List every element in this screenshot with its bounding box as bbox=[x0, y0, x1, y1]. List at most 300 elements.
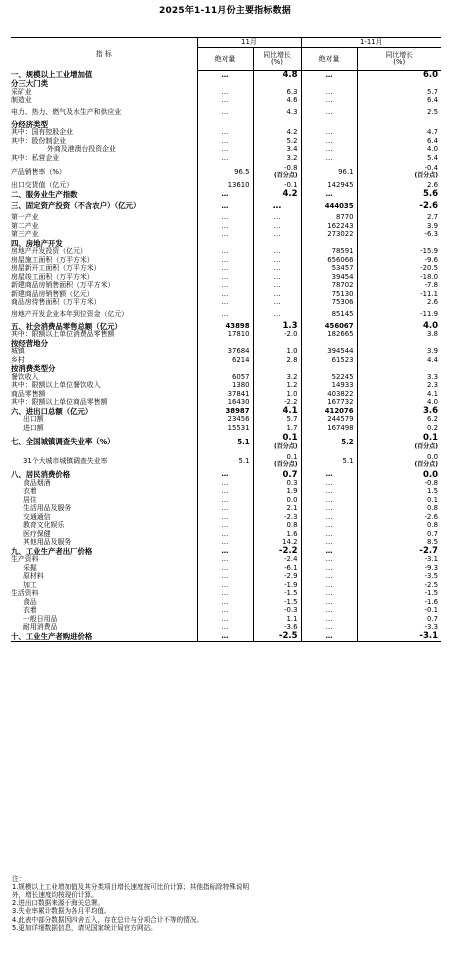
cell-absolute: … bbox=[301, 496, 357, 505]
cell-absolute: 96.1 bbox=[301, 163, 357, 182]
note-line: 注： bbox=[12, 875, 26, 883]
cell-absolute: 456067 bbox=[301, 322, 357, 331]
cell-growth: -3.1 bbox=[357, 556, 441, 565]
unit-note: (百分点) bbox=[274, 460, 298, 468]
cell-growth: 5.7 bbox=[357, 88, 441, 97]
cell-absolute: … bbox=[197, 222, 253, 231]
row-label: 四、房地产开发 bbox=[11, 238, 63, 248]
table-row bbox=[11, 182, 441, 191]
cell-absolute bbox=[197, 365, 253, 374]
cell-growth: … bbox=[253, 265, 301, 274]
row-label: 房屋施工面积（万平方米） bbox=[11, 255, 94, 264]
cell-growth: 0.8 bbox=[253, 522, 301, 531]
cell-absolute: 6214 bbox=[197, 356, 253, 365]
cell-absolute: … bbox=[197, 282, 253, 291]
cell-absolute: … bbox=[301, 105, 357, 120]
cell-absolute: 403822 bbox=[301, 390, 357, 399]
note-line: 外，增长速度均按现价计算。 bbox=[12, 891, 98, 900]
row-label: 电力、热力、燃气及水生产和供应业 bbox=[11, 107, 122, 116]
row-label: 城镇 bbox=[11, 347, 25, 356]
table-row bbox=[11, 581, 441, 590]
cell-growth: -3.6 bbox=[253, 624, 301, 633]
row-label: 其中：限额以上单位商品零售额 bbox=[11, 398, 108, 407]
cell-growth: -0.4 (百分点) bbox=[357, 163, 441, 182]
cell-absolute: … bbox=[197, 471, 253, 480]
cell-absolute: … bbox=[197, 496, 253, 505]
row-label: 生活用品及服务 bbox=[23, 504, 72, 513]
row-label: 七、全国城镇调查失业率（%） bbox=[11, 437, 115, 447]
cell-growth: 6.4 bbox=[357, 137, 441, 146]
cell-absolute: … bbox=[301, 154, 357, 163]
row-label: 三、固定资产投资（不含农户）（亿元） bbox=[11, 201, 141, 211]
cell-growth: 5.6 bbox=[357, 190, 441, 199]
row-label: 五、社会消费品零售总额（亿元） bbox=[11, 321, 122, 331]
cell-growth: -0.1 bbox=[253, 182, 301, 191]
cell-absolute: 39454 bbox=[301, 273, 357, 282]
cell-absolute: … bbox=[197, 231, 253, 240]
cell-growth: 0.1 (百分点) bbox=[357, 433, 441, 452]
row-label: 一、规模以上工业增加值 bbox=[11, 70, 93, 80]
cell-absolute: 444035 bbox=[301, 199, 357, 214]
cell-absolute: … bbox=[301, 71, 357, 80]
cell-growth bbox=[357, 339, 441, 348]
cell-absolute: … bbox=[197, 615, 253, 624]
cell-absolute: … bbox=[301, 522, 357, 531]
cell-growth: -2.6 bbox=[357, 513, 441, 522]
cell-growth bbox=[253, 239, 301, 248]
cell-growth: 3.6 bbox=[357, 407, 441, 416]
row-label: 六、进出口总额（亿元） bbox=[11, 406, 93, 416]
row-label: 乡村 bbox=[11, 355, 25, 364]
cell-growth: -2.5 bbox=[357, 581, 441, 590]
cell-absolute: 1380 bbox=[197, 382, 253, 391]
table-row bbox=[11, 615, 441, 624]
table-row bbox=[11, 129, 441, 138]
cell-absolute: … bbox=[301, 137, 357, 146]
cell-growth: 2.6 bbox=[357, 182, 441, 191]
cell-absolute: … bbox=[301, 129, 357, 138]
cell-growth: … bbox=[253, 199, 301, 214]
cell-absolute: 167732 bbox=[301, 399, 357, 408]
cell-absolute bbox=[301, 120, 357, 129]
table-row bbox=[11, 97, 441, 106]
cell-absolute: … bbox=[197, 97, 253, 106]
row-label: 房地产开发投资（亿元） bbox=[11, 247, 87, 256]
cell-growth bbox=[357, 239, 441, 248]
row-label: 房屋竣工面积（万平方米） bbox=[11, 272, 94, 281]
table-row bbox=[11, 513, 441, 522]
unit-note: (百分点) bbox=[414, 171, 439, 179]
cell-absolute: … bbox=[301, 471, 357, 480]
table-row bbox=[11, 222, 441, 231]
cell-absolute: … bbox=[301, 505, 357, 514]
cell-growth: 2.5 bbox=[357, 105, 441, 120]
cell-growth: -18.0 bbox=[357, 273, 441, 282]
cell-absolute: … bbox=[197, 632, 253, 641]
cell-growth: … bbox=[253, 222, 301, 231]
cell-growth: 0.7 bbox=[253, 471, 301, 480]
row-label: 居住 bbox=[23, 495, 37, 504]
row-label: 按消费类型分 bbox=[11, 364, 56, 374]
cell-absolute: 5.1 bbox=[197, 452, 253, 471]
row-label: 教育文化娱乐 bbox=[23, 521, 65, 530]
cell-growth: 0.0 (百分点) bbox=[357, 452, 441, 471]
cell-growth bbox=[253, 365, 301, 374]
cell-growth: -2.5 bbox=[253, 632, 301, 641]
cell-growth: … bbox=[253, 273, 301, 282]
cell-absolute: … bbox=[197, 624, 253, 633]
cell-growth: -0.3 bbox=[253, 607, 301, 616]
table-row bbox=[11, 265, 441, 274]
cell-growth: … bbox=[253, 214, 301, 223]
cell-absolute: 167498 bbox=[301, 424, 357, 433]
cell-growth: 4.4 bbox=[357, 356, 441, 365]
cell-absolute: … bbox=[301, 190, 357, 199]
cell-growth: … bbox=[253, 290, 301, 299]
table-row bbox=[11, 471, 441, 480]
row-label: 新建商品房销售额（亿元） bbox=[11, 289, 94, 298]
row-label: 出口额 bbox=[23, 415, 44, 424]
cell-absolute: … bbox=[197, 146, 253, 155]
cell-absolute: … bbox=[197, 154, 253, 163]
cell-absolute: 75306 bbox=[301, 299, 357, 308]
cell-growth: 1.5 bbox=[357, 488, 441, 497]
footnotes bbox=[12, 875, 442, 932]
table-row bbox=[11, 120, 441, 129]
row-label: 分经济类型 bbox=[11, 119, 48, 129]
cell-growth: 0.7 bbox=[357, 530, 441, 539]
row-label: 生活资料 bbox=[11, 589, 39, 598]
cell-growth: 2.1 bbox=[253, 505, 301, 514]
cell-absolute: … bbox=[301, 564, 357, 573]
table-row bbox=[11, 80, 441, 89]
unit-note: (百分点) bbox=[414, 442, 439, 450]
table-row bbox=[11, 479, 441, 488]
header-absolute: 绝对量 bbox=[301, 48, 357, 71]
cell-absolute: 8770 bbox=[301, 214, 357, 223]
cell-growth: … bbox=[253, 248, 301, 257]
row-label: 餐饮收入 bbox=[11, 372, 39, 381]
cell-growth: 3.2 bbox=[253, 373, 301, 382]
row-label: 九、工业生产者出厂价格 bbox=[11, 546, 93, 556]
cell-growth: 1.0 bbox=[253, 348, 301, 357]
cell-absolute: … bbox=[197, 190, 253, 199]
cell-absolute: … bbox=[301, 97, 357, 106]
cell-growth: 6.0 bbox=[357, 71, 441, 80]
row-label: 房地产开发企业本年到位资金（亿元） bbox=[11, 309, 129, 318]
row-label: 采掘 bbox=[23, 563, 37, 572]
cell-growth: -2.7 bbox=[357, 547, 441, 556]
page-title: 2025年1-11月份主要指标数据 bbox=[159, 6, 291, 16]
table-row bbox=[11, 214, 441, 223]
row-label: 原材料 bbox=[23, 572, 44, 581]
cell-growth: 3.9 bbox=[357, 222, 441, 231]
cell-growth: 4.2 bbox=[253, 129, 301, 138]
cell-absolute: … bbox=[197, 105, 253, 120]
cell-growth: -1.5 bbox=[253, 598, 301, 607]
row-label: 八、居民消费价格 bbox=[11, 470, 71, 480]
cell-growth: 1.0 bbox=[253, 390, 301, 399]
cell-growth: -1.9 bbox=[253, 581, 301, 590]
cell-absolute: 53457 bbox=[301, 265, 357, 274]
cell-absolute: … bbox=[197, 530, 253, 539]
cell-absolute: … bbox=[197, 539, 253, 548]
cell-growth bbox=[357, 120, 441, 129]
cell-absolute: 78591 bbox=[301, 248, 357, 257]
cell-growth: -1.6 bbox=[357, 598, 441, 607]
cell-growth: -0.8 (百分点) bbox=[253, 163, 301, 182]
unit-note: (百分点) bbox=[414, 460, 439, 468]
cell-absolute: … bbox=[197, 137, 253, 146]
table-row bbox=[11, 339, 441, 348]
cell-absolute: … bbox=[301, 530, 357, 539]
cell-absolute: 394544 bbox=[301, 348, 357, 357]
cell-growth: -2.9 bbox=[253, 573, 301, 582]
table-row bbox=[11, 163, 441, 182]
cell-absolute: … bbox=[197, 299, 253, 308]
cell-growth: -11.1 bbox=[357, 290, 441, 299]
cell-growth: 1.3 bbox=[253, 322, 301, 331]
table-row bbox=[11, 299, 441, 308]
cell-absolute: … bbox=[197, 556, 253, 565]
cell-absolute: … bbox=[197, 547, 253, 556]
cell-growth: -9.3 bbox=[357, 564, 441, 573]
cell-growth: … bbox=[253, 256, 301, 265]
cell-absolute: 38987 bbox=[197, 407, 253, 416]
cell-absolute: 37841 bbox=[197, 390, 253, 399]
row-label: 二、服务业生产指数 bbox=[11, 189, 78, 199]
cell-absolute: 162243 bbox=[301, 222, 357, 231]
header-absolute: 绝对量 bbox=[197, 48, 253, 71]
cell-absolute: … bbox=[197, 522, 253, 531]
cell-absolute bbox=[197, 120, 253, 129]
cell-absolute: … bbox=[197, 581, 253, 590]
row-label: 加工 bbox=[23, 580, 37, 589]
cell-growth: -3.3 bbox=[357, 624, 441, 633]
unit-note: (百分点) bbox=[274, 442, 298, 450]
cell-growth: -3.5 bbox=[357, 573, 441, 582]
cell-absolute: … bbox=[197, 273, 253, 282]
cell-growth: 3.2 bbox=[253, 154, 301, 163]
cell-absolute: 13610 bbox=[197, 182, 253, 191]
table-row bbox=[11, 632, 441, 641]
cell-growth: -15.9 bbox=[357, 248, 441, 257]
cell-growth: 2.7 bbox=[357, 214, 441, 223]
table-row bbox=[11, 199, 441, 214]
cell-absolute bbox=[301, 239, 357, 248]
row-label: 第三产业 bbox=[11, 230, 39, 239]
cell-absolute: … bbox=[197, 479, 253, 488]
header-period-month: 11月 bbox=[197, 38, 301, 48]
cell-growth: -2.0 bbox=[253, 331, 301, 340]
cell-absolute: … bbox=[197, 265, 253, 274]
cell-absolute: 5.1 bbox=[301, 452, 357, 471]
cell-growth: 4.6 bbox=[253, 97, 301, 106]
cell-growth bbox=[253, 339, 301, 348]
header-indicator: 指 标 bbox=[11, 38, 197, 71]
cell-absolute: 6057 bbox=[197, 373, 253, 382]
cell-growth: … bbox=[253, 231, 301, 240]
row-label: 商品零售额 bbox=[11, 389, 46, 398]
cell-absolute: … bbox=[197, 488, 253, 497]
table-row bbox=[11, 539, 441, 548]
table-row bbox=[11, 382, 441, 391]
cell-growth: 0.3 bbox=[253, 479, 301, 488]
cell-growth: -20.5 bbox=[357, 265, 441, 274]
cell-growth: 4.1 bbox=[253, 407, 301, 416]
table-row bbox=[11, 496, 441, 505]
cell-growth: -1.5 bbox=[253, 590, 301, 599]
cell-absolute: … bbox=[301, 556, 357, 565]
row-label: 医疗保健 bbox=[23, 529, 51, 538]
cell-growth: 0.0 bbox=[357, 471, 441, 480]
cell-growth: 0.1 bbox=[357, 496, 441, 505]
note-line: 3.失业率累计数据为各月平均值。 bbox=[12, 907, 111, 916]
row-label: 其中：私营企业 bbox=[11, 153, 60, 162]
table-row bbox=[11, 356, 441, 365]
cell-growth: … bbox=[253, 282, 301, 291]
cell-absolute: … bbox=[197, 505, 253, 514]
table-row bbox=[11, 146, 441, 155]
cell-absolute: 43898 bbox=[197, 322, 253, 331]
table-row bbox=[11, 530, 441, 539]
cell-growth: -2.3 bbox=[253, 513, 301, 522]
table-row bbox=[11, 105, 441, 120]
cell-absolute: … bbox=[197, 564, 253, 573]
cell-growth: 2.6 bbox=[357, 299, 441, 308]
cell-absolute: … bbox=[197, 256, 253, 265]
cell-absolute: … bbox=[301, 581, 357, 590]
cell-growth: 8.5 bbox=[357, 539, 441, 548]
cell-growth: 3.8 bbox=[357, 331, 441, 340]
cell-growth: 0.7 bbox=[357, 615, 441, 624]
note-line: 1.规模以上工业增加值及其分类项目增长速度按可比价计算；其他指标除特殊说明 bbox=[12, 883, 250, 892]
row-label: 进口额 bbox=[23, 423, 44, 432]
cell-absolute: … bbox=[301, 607, 357, 616]
cell-growth: 1.2 bbox=[253, 382, 301, 391]
table-row bbox=[11, 365, 441, 374]
cell-growth: -3.1 bbox=[357, 632, 441, 641]
cell-absolute: … bbox=[197, 214, 253, 223]
table-row bbox=[11, 416, 441, 425]
cell-growth: … bbox=[253, 307, 301, 322]
table-row bbox=[11, 407, 441, 416]
cell-absolute: … bbox=[197, 573, 253, 582]
cell-absolute: 85145 bbox=[301, 307, 357, 322]
cell-absolute: … bbox=[301, 632, 357, 641]
row-label: 其他用品及服务 bbox=[23, 538, 72, 547]
cell-absolute: … bbox=[197, 199, 253, 214]
table-row bbox=[11, 564, 441, 573]
row-label: 房屋新开工面积（万平方米） bbox=[11, 264, 101, 273]
cell-absolute: … bbox=[197, 129, 253, 138]
cell-absolute: … bbox=[197, 71, 253, 80]
note-line: 2.进出口数据来源于海关总署。 bbox=[12, 899, 105, 908]
header-growth: 同比增长 (%) bbox=[357, 48, 441, 71]
table-row bbox=[11, 433, 441, 452]
table-row bbox=[11, 607, 441, 616]
cell-absolute: 142945 bbox=[301, 182, 357, 191]
table-row bbox=[11, 590, 441, 599]
cell-absolute: 412076 bbox=[301, 407, 357, 416]
cell-growth: -2.2 bbox=[253, 547, 301, 556]
table-row bbox=[11, 71, 441, 80]
table-row bbox=[11, 307, 441, 322]
cell-growth: -2.4 bbox=[253, 556, 301, 565]
header-period-cumulative: 1-11月 bbox=[301, 38, 441, 48]
cell-absolute: 273022 bbox=[301, 231, 357, 240]
cell-growth: 4.8 bbox=[253, 71, 301, 80]
cell-absolute: 16430 bbox=[197, 399, 253, 408]
row-label: 衣着 bbox=[23, 606, 37, 615]
cell-growth: 3.9 bbox=[357, 348, 441, 357]
row-label: 第二产业 bbox=[11, 221, 39, 230]
cell-absolute: … bbox=[197, 607, 253, 616]
row-label: 31个大城市城镇调查失业率 bbox=[23, 456, 108, 465]
table-row bbox=[11, 573, 441, 582]
cell-absolute: … bbox=[301, 488, 357, 497]
table-row bbox=[11, 452, 441, 471]
cell-growth: 4.2 bbox=[253, 190, 301, 199]
row-label: 十、工业生产者购进价格 bbox=[11, 632, 197, 641]
row-label: 食品烟酒 bbox=[23, 478, 51, 487]
cell-growth: 0.8 bbox=[357, 522, 441, 531]
cell-absolute bbox=[197, 80, 253, 89]
cell-absolute: 656066 bbox=[301, 256, 357, 265]
row-label: 食品 bbox=[23, 597, 37, 606]
cell-growth: -11.9 bbox=[357, 307, 441, 322]
row-label: 生产资料 bbox=[11, 555, 39, 564]
row-label: 新建商品房销售面积（万平方米） bbox=[11, 281, 115, 290]
row-label: 第一产业 bbox=[11, 213, 39, 222]
cell-growth bbox=[253, 80, 301, 89]
cell-absolute bbox=[301, 365, 357, 374]
cell-absolute: 52245 bbox=[301, 373, 357, 382]
row-label: 一般日用品 bbox=[23, 614, 58, 623]
cell-growth: 1.1 bbox=[253, 615, 301, 624]
cell-growth: 4.1 bbox=[357, 390, 441, 399]
table-row bbox=[11, 331, 441, 340]
table-row bbox=[11, 488, 441, 497]
cell-growth: 2.8 bbox=[253, 356, 301, 365]
cell-growth: 4.7 bbox=[357, 129, 441, 138]
cell-absolute: … bbox=[301, 146, 357, 155]
cell-growth: -6.1 bbox=[253, 564, 301, 573]
table-row bbox=[11, 547, 441, 556]
cell-absolute: … bbox=[301, 479, 357, 488]
cell-growth: 0.8 bbox=[357, 505, 441, 514]
cell-absolute: … bbox=[301, 573, 357, 582]
cell-absolute: … bbox=[197, 307, 253, 322]
cell-growth bbox=[357, 365, 441, 374]
cell-absolute: … bbox=[197, 598, 253, 607]
row-label: 其中：国有控股企业 bbox=[11, 128, 74, 137]
cell-growth: 5.7 bbox=[253, 416, 301, 425]
indicator-table bbox=[11, 37, 441, 642]
cell-growth: 5.4 bbox=[357, 154, 441, 163]
cell-growth: 6.2 bbox=[357, 416, 441, 425]
cell-growth: 2.3 bbox=[357, 382, 441, 391]
cell-growth: 4.0 bbox=[357, 322, 441, 331]
row-label: 商品房待售面积（万平方米） bbox=[11, 298, 101, 307]
cell-growth: 3.4 bbox=[253, 146, 301, 155]
cell-growth: -0.8 bbox=[357, 479, 441, 488]
cell-growth: 0.0 bbox=[253, 496, 301, 505]
cell-growth: -6.3 bbox=[357, 231, 441, 240]
cell-growth: 1.9 bbox=[253, 488, 301, 497]
table-row bbox=[11, 624, 441, 633]
cell-absolute: 17810 bbox=[197, 331, 253, 340]
